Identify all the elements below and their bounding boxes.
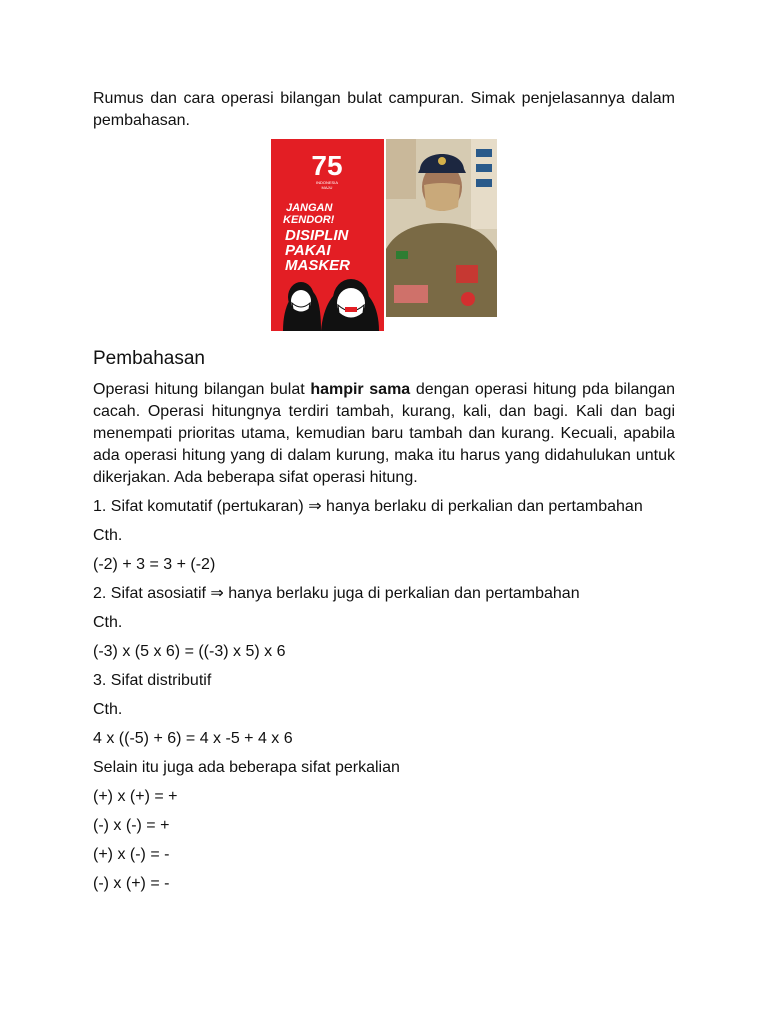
slogan-line-1: JANGAN — [286, 202, 333, 214]
mask-campaign-poster — [271, 139, 384, 331]
logo-number: 75 — [311, 150, 343, 181]
slogan-line-4: PAKAI — [285, 242, 331, 259]
logo-caption-2: MAJU — [321, 185, 333, 190]
rule-line: (+) x (-) = - — [93, 846, 170, 863]
explanation-paragraph — [93, 379, 675, 489]
logo-caption-1: INDONESIA — [315, 180, 339, 185]
rule-line: (+) x (+) = + — [93, 788, 178, 805]
rule-line: (-3) x (5 x 6) = ((-3) x 5) x 6 — [93, 643, 286, 660]
photo-graphic — [386, 139, 497, 317]
article-figure — [271, 139, 497, 331]
slogan-line-2: KENDOR! — [283, 214, 335, 226]
explanation-text-after: dengan operasi hitung pda bilangan cacah. Operasi hitungnya terdiri tambah, kurang, kali, dan bagi. Kali dan bagi menempati prioritas utama, kemudian baru tambah dan kurang. Kecuali, apabila ada operasi hitung yang di dalam kurung, maka itu harus yang didahulukan untuk dikerjakan. Ada beberapa sifat operasi hitung. — [93, 381, 675, 486]
rule-line: Selain itu juga ada beberapa sifat perkalian — [93, 759, 400, 776]
rule-line: (-) x (+) = - — [93, 875, 170, 892]
rule-line: (-2) + 3 = 3 + (-2) — [93, 556, 216, 573]
slogan-line-5: MASKER — [285, 257, 351, 274]
poster-graphic — [271, 139, 384, 331]
explanation-text-before: Operasi hitung bilangan bulat — [93, 381, 311, 398]
rule-line: 3. Sifat distributif — [93, 672, 212, 689]
section-heading: Pembahasan — [93, 348, 205, 369]
intro-paragraph: Rumus dan cara operasi bilangan bulat campuran. Simak penjelasannya dalam pembahasan. — [93, 90, 675, 129]
rule-line: 4 x ((-5) + 6) = 4 x -5 + 4 x 6 — [93, 730, 293, 747]
rule-line: 1. Sifat komutatif (pertukaran) ⇒ hanya berlaku di perkalian dan pertambahan — [93, 498, 643, 515]
rule-line: Cth. — [93, 614, 123, 631]
rule-line: (-) x (-) = + — [93, 817, 170, 834]
rule-line: Cth. — [93, 527, 123, 544]
document-page — [93, 88, 675, 902]
rule-line: Cth. — [93, 701, 123, 718]
rules-list — [93, 496, 675, 895]
masked-person-photo — [386, 139, 497, 317]
explanation-bold-text: hampir sama — [310, 381, 411, 398]
slogan-line-3: DISIPLIN — [285, 227, 349, 244]
rule-line: 2. Sifat asosiatif ⇒ hanya berlaku juga di perkalian dan pertambahan — [93, 585, 580, 602]
